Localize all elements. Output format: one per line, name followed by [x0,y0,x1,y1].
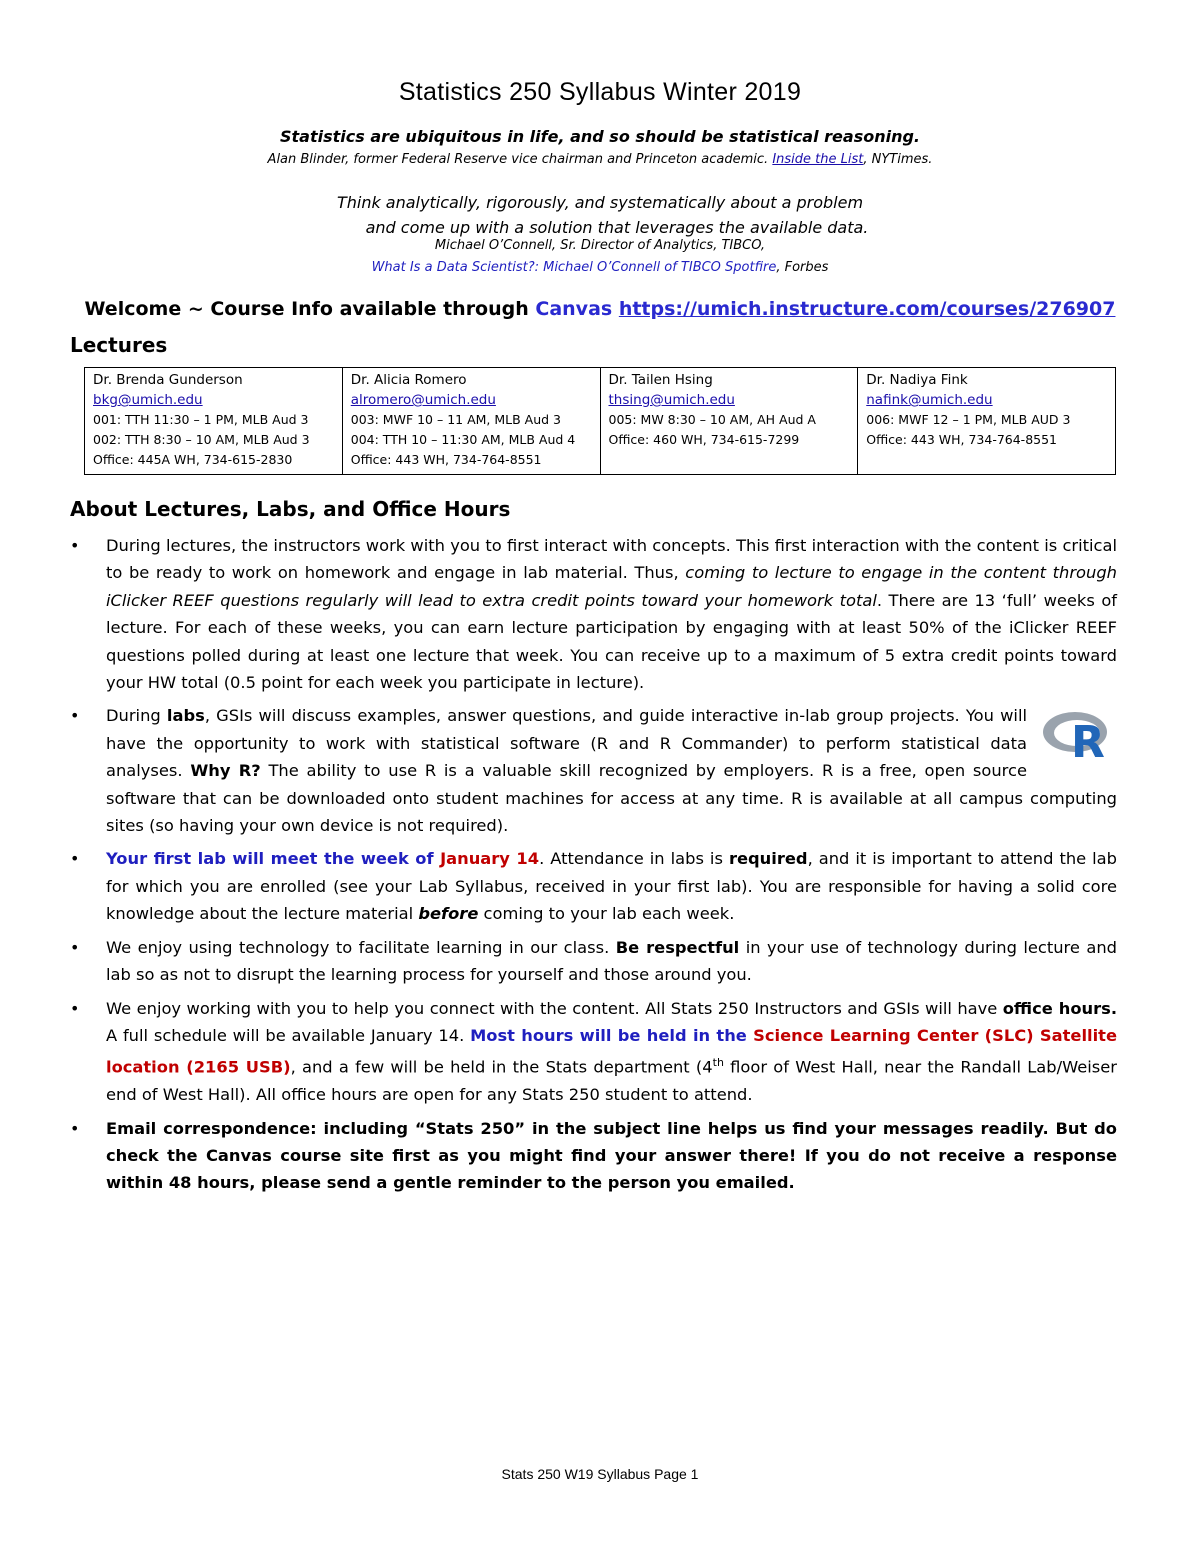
instructor-name: Dr. Nadiya Fink [866,372,968,388]
about-bullets [70,532,1117,1203]
list-item [70,845,1117,927]
text-run-bold: Be respectful [615,937,740,957]
text-run: , GSIs will discuss examples, answer questions, and guide interactive in-lab group projects. You will have the opportunity to work with statistical software (R and R Commander) to perform statistical data analyses. [106,706,1027,781]
instructor-email[interactable]: bkg@umich.edu [93,392,203,408]
canvas-course-link[interactable]: https://umich.instructure.com/courses/276907 [618,298,1116,320]
text-run: During lectures, the instructors work with you to first interact with concepts. This first interaction with the content is critical to be ready to work on homework and engage in lab material. Thus, [106,536,1117,583]
bullet-icon: • [70,937,80,957]
text-run: coming to your lab each week. [478,904,735,924]
r-logo-letter: R [1071,717,1105,763]
inside-the-list-link[interactable]: Inside the List [772,152,864,167]
section-line: 006: MWF 12 – 1 PM, MLB AUD 3 [866,412,1071,427]
instructor-email[interactable]: thsing@umich.edu [608,392,735,408]
text-run-bold: labs [166,706,205,726]
text-run: floor of West Hall, near the Randall Lab/Weiser end of West Hall). All office hours are open for any Stats 250 student to attend. [106,1057,1117,1105]
table-row [85,368,1116,475]
attribution-text: Alan Blinder, former Federal Reserve vice chairman and Princeton academic. [267,152,769,167]
section-line: 001: TTH 11:30 – 1 PM, MLB Aud 3 [93,412,309,427]
bullet-icon: • [70,849,80,869]
section-line: 004: TTH 10 – 11:30 AM, MLB Aud 4 [350,432,576,447]
instructor-email[interactable]: alromero@umich.edu [350,392,496,408]
text-run: A full schedule will be available January 14. [106,1025,471,1045]
list-item [70,1115,1117,1197]
instructor-cell [858,368,1116,475]
first-lab-notice: Your first lab will meet the week of [106,849,441,869]
bullet-icon: • [70,536,80,555]
forbes-source: , Forbes [776,260,829,275]
instructor-name: Dr. Alicia Romero [350,372,467,388]
instructor-cell [85,368,343,475]
office-line: Office: 445A WH, 734-615-2830 [93,452,293,467]
instructors-table [84,367,1116,475]
instructor-name: Dr. Brenda Gunderson [93,372,243,388]
section-line: 005: MW 8:30 – 10 AM, AH Aud A [608,412,816,427]
forbes-article-link[interactable]: What Is a Data Scientist?: Michael O’Connell of TIBCO Spotfire [371,260,777,275]
first-lab-date: January 14 [440,849,540,869]
text-run: in your use of technology during lecture and lab so as not to disrupt the learning process for yourself and those around you. [106,937,1117,985]
r-logo-icon [1041,706,1113,762]
instructor-name: Dr. Tailen Hsing [608,372,713,388]
quote-line-2: and come up with a solution that leverages the available data. [365,218,869,237]
text-run: We enjoy using technology to facilitate learning in our class. [106,937,616,957]
welcome-text: Welcome ~ Course Info available through [84,298,536,320]
bullet-icon: • [70,706,80,726]
email-correspondence-text: Email correspondence: including “Stats 250” in the subject line helps us find your messages readily. But do check the Canvas course site first as you might find your answer there! If you do not receive a response within 48 hours, please send a gentle reminder to the person you emailed. [106,1118,1117,1193]
office-line: Office: 460 WH, 734-615-7299 [608,432,800,447]
bullet-icon: • [70,1118,80,1138]
text-run: During [106,706,167,726]
quote-blinder-attribution [0,152,1200,167]
instructor-email[interactable]: nafink@umich.edu [866,392,993,408]
office-line: Office: 443 WH, 734-764-8551 [350,452,542,467]
instructor-cell [342,368,600,475]
text-run: , and a few will be held in the Stats department (4 [290,1057,713,1077]
text-run: . Attendance in labs is [539,849,729,869]
quote-oconnell-attribution: Michael O’Connell, Sr. Director of Analytics, TIBCO, [434,238,766,253]
list-item [70,702,1117,839]
slc-location: Science Learning Center (SLC) Satellite location (2165 USB) [106,1025,1118,1077]
why-r-label: Why R? [190,761,261,781]
text-run: We enjoy working with you to help you connect with the content. All Stats 250 Instructors and GSIs will have [106,998,1003,1018]
bullet-icon: • [70,998,80,1018]
list-item [70,934,1117,989]
office-line: Office: 443 WH, 734-764-8551 [866,432,1058,447]
lectures-heading: Lectures [70,333,168,357]
superscript: th [712,1056,724,1070]
quote-oconnell-source [0,260,1200,275]
text-run: The ability to use R is a valuable skill recognized by employers. R is a free, open source software that can be downloaded onto student machines for access at any time. R is available at all campus computing sites (so having your own device is not required). [106,761,1117,836]
text-run: , and it is important to attend the lab for which you are enrolled (see your Lab Syllabus, received in your first lab). You are responsible for having a solid core knowledge about the lecture material [106,849,1117,924]
page-footer: Stats 250 W19 Syllabus Page 1 [501,1466,699,1482]
text-run-italic: coming to lecture to engage in the content through iClicker REEF questions regularly will lead to extra credit points toward your homework total [106,563,1117,610]
about-heading: About Lectures, Labs, and Office Hours [70,497,511,521]
text-run-bold: required [728,849,808,869]
text-run: . There are 13 ‘full’ weeks of lecture. For each of these weeks, you can earn lecture participation by engaging with at least 50% of the iClicker REEF questions polled during at least one lecture that week. You can receive up to a maximum of 5 extra credit points toward your HW total (0.5 point for each week you participate in lecture). [106,590,1118,693]
quote-blinder: Statistics are ubiquitous in life, and so should be statistical reasoning. [279,127,921,146]
text-run-bold: office hours. [1002,998,1117,1018]
canvas-label: Canvas [535,298,613,320]
welcome-line [0,298,1200,320]
text-run-bold-italic: before [418,904,479,924]
instructor-cell [600,368,858,475]
section-line: 002: TTH 8:30 – 10 AM, MLB Aud 3 [93,432,310,447]
quote-oconnell [0,190,1200,240]
list-item [70,995,1117,1109]
quote-line-1: Think analytically, rigorously, and systematically about a problem [336,193,864,212]
office-hours-notice: Most hours will be held in the [470,1025,754,1045]
attribution-source: , NYTimes. [863,152,933,167]
section-line: 003: MWF 10 – 11 AM, MLB Aud 3 [350,412,561,427]
page-title: Statistics 250 Syllabus Winter 2019 [398,78,802,106]
list-item [70,532,1117,696]
